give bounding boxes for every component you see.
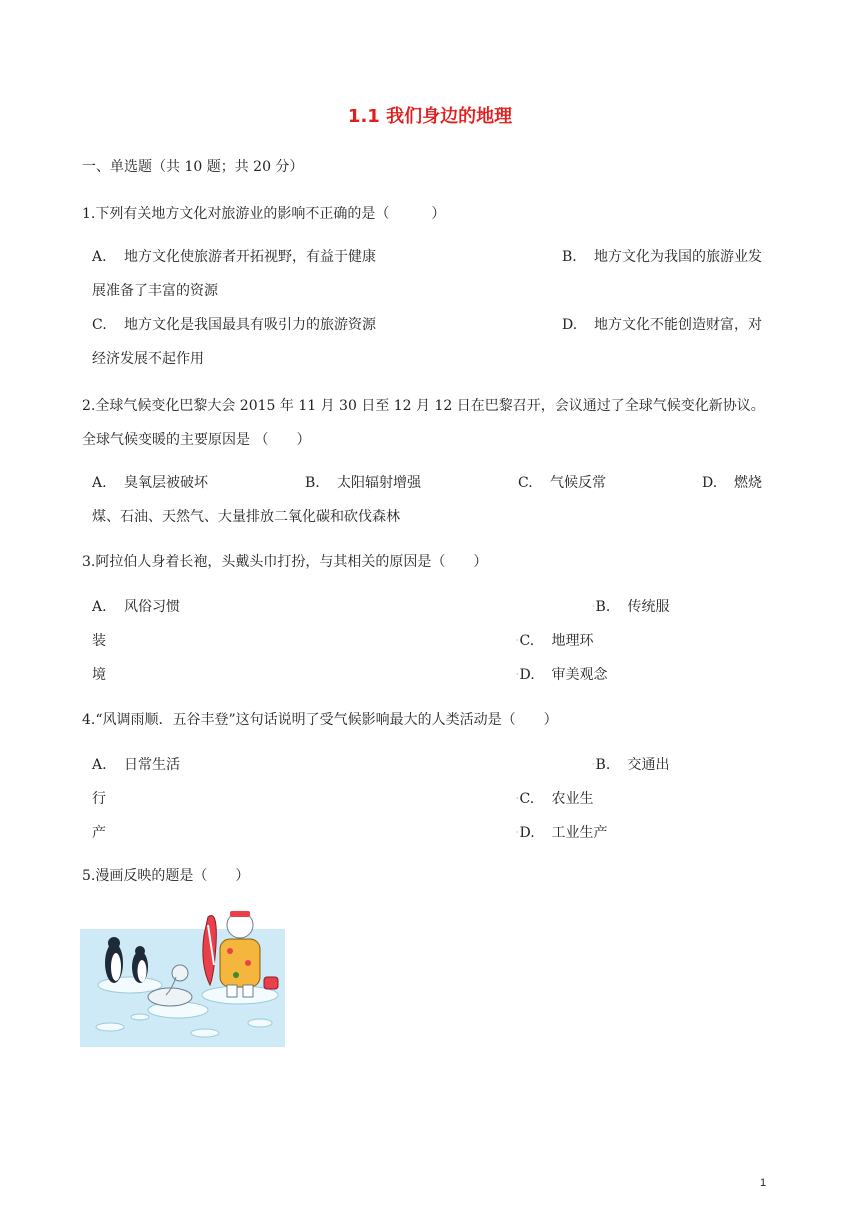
option-text: 燃烧 — [734, 475, 762, 491]
question-2-option-a[interactable] — [92, 474, 208, 492]
question-1-option-b[interactable] — [562, 248, 762, 266]
option-text: 气候反常 — [550, 475, 606, 491]
question-3-option-b-continued: 装 — [92, 633, 106, 649]
question-4-option-b[interactable] — [592, 756, 670, 774]
tick-mark: · — [516, 670, 519, 679]
option-text: 农业生 — [551, 791, 594, 807]
question-4-stem: 4.“风调雨顺．五谷丰登”这句话说明了受气候影响最大的人类活动是（ ） — [82, 712, 558, 728]
section-heading: 一、单选题（共 10 题；共 20 分） — [82, 159, 304, 175]
option-letter: D. — [519, 667, 535, 683]
question-1-stem: 1.下列有关地方文化对旅游业的影响不正确的是（ ） — [82, 206, 446, 222]
option-letter: C. — [518, 475, 533, 491]
option-text: 太阳辐射增强 — [337, 475, 421, 491]
option-text: 审美观念 — [551, 667, 608, 683]
question-4-option-c-continued: 产 — [92, 825, 106, 841]
tick-mark: · — [592, 602, 595, 611]
cartoon-illustration — [80, 905, 285, 1047]
question-2-option-c[interactable] — [518, 474, 606, 492]
option-text: 地方文化使旅游者开拓视野，有益于健康 — [124, 249, 376, 265]
option-text: 交通出 — [627, 757, 670, 773]
question-1-option-c[interactable] — [92, 316, 376, 334]
question-3-option-c-continued: 境 — [92, 667, 106, 683]
option-letter: A. — [92, 475, 107, 491]
option-text: 工业生产 — [551, 825, 608, 841]
question-3-stem: 3.阿拉伯人身着长袍，头戴头巾打扮，与其相关的原因是（ ） — [82, 554, 488, 570]
question-1-option-a[interactable] — [92, 248, 376, 266]
question-5-stem: 5.漫画反映的题是（ ） — [82, 868, 250, 884]
option-text: 臭氧层被破坏 — [124, 475, 208, 491]
question-4-option-c[interactable] — [516, 790, 594, 808]
question-4-option-d[interactable] — [516, 824, 608, 842]
question-2-stem-continued: 全球气候变暖的主要原因是 （ ） — [82, 432, 311, 448]
option-text: 传统服 — [627, 599, 670, 615]
tick-mark: · — [516, 828, 519, 837]
option-letter: A. — [92, 757, 107, 773]
question-2-stem: 2.全球气候变化巴黎大会 2015 年 11 月 30 日至 12 月 12 日在巴黎召开，会议通过了全球气候变化新协议。 — [82, 398, 765, 414]
question-3-option-a[interactable] — [92, 598, 180, 616]
tick-mark: · — [516, 794, 519, 803]
question-4-option-a[interactable] — [92, 756, 180, 774]
option-text: 地方文化为我国的旅游业发 — [594, 249, 762, 265]
question-3-option-d[interactable] — [516, 666, 608, 684]
option-letter: C. — [519, 633, 535, 649]
option-letter: B. — [595, 599, 611, 615]
question-1-option-b-continued: 展准备了丰富的资源 — [92, 283, 218, 299]
option-text: 地方文化不能创造财富，对 — [594, 317, 762, 333]
question-2-option-d[interactable] — [702, 474, 762, 492]
question-3-option-c[interactable] — [516, 632, 594, 650]
option-letter: B. — [562, 249, 577, 265]
option-letter: A. — [92, 599, 107, 615]
option-letter: D. — [519, 825, 535, 841]
tick-mark: · — [592, 760, 595, 769]
option-text: 地理环 — [551, 633, 594, 649]
question-1-option-d-continued: 经济发展不起作用 — [92, 351, 204, 367]
page-number: 1 — [760, 1177, 767, 1189]
option-text: 风俗习惯 — [124, 599, 180, 615]
option-letter: C. — [519, 791, 535, 807]
question-2-option-b[interactable] — [305, 474, 421, 492]
option-letter: A. — [92, 249, 107, 265]
option-letter: B. — [305, 475, 320, 491]
question-1-option-d[interactable] — [562, 316, 762, 334]
tick-mark: · — [516, 636, 519, 645]
question-3-option-b[interactable] — [592, 598, 670, 616]
option-letter: B. — [595, 757, 611, 773]
option-letter: D. — [562, 317, 578, 333]
option-text: 地方文化是我国最具有吸引力的旅游资源 — [124, 317, 376, 333]
option-letter: D. — [702, 475, 718, 491]
question-2-option-d-continued: 煤、石油、天然气、大量排放二氧化碳和砍伐森林 — [92, 509, 400, 525]
option-text: 日常生活 — [124, 757, 180, 773]
page-title: 1.1 我们身边的地理 — [347, 106, 513, 127]
option-letter: C. — [92, 317, 107, 333]
cartoon-svg — [80, 905, 285, 1047]
question-4-option-b-continued: 行 — [92, 791, 106, 807]
